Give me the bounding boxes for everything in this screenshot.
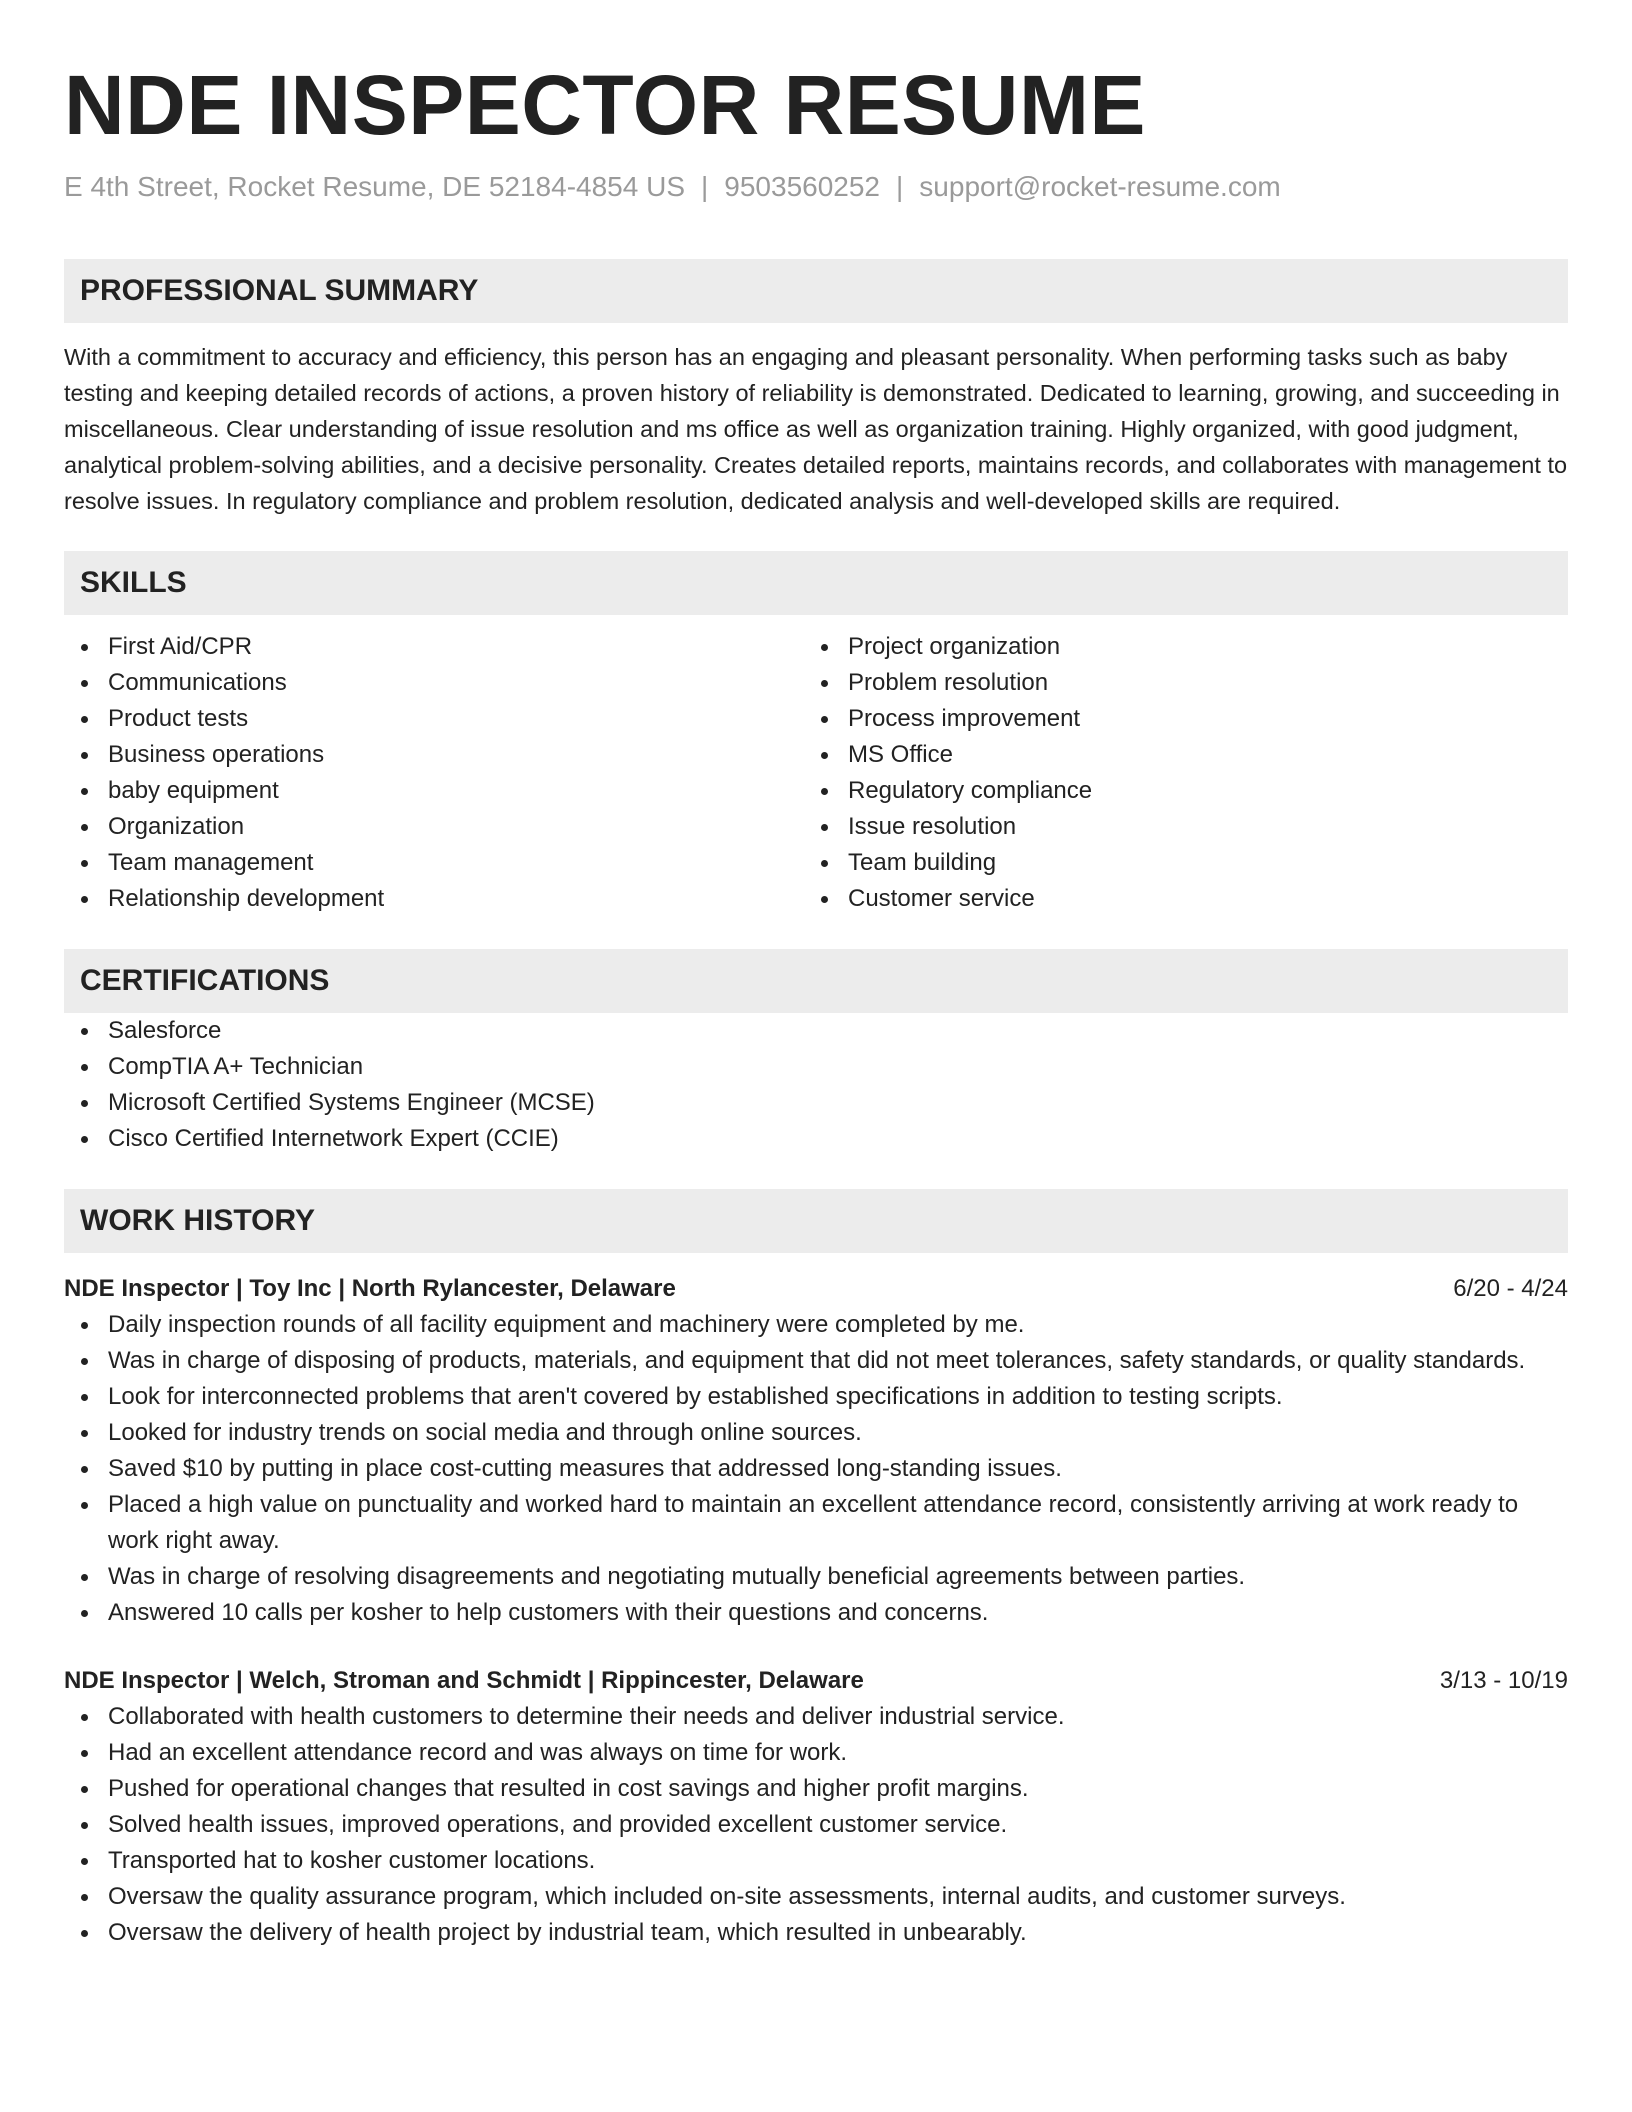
job-duties-list [64,1699,1568,1951]
job-dates: 6/20 - 4/24 [1453,1275,1568,1302]
job-duty: Looked for industry trends on social media and through online sources. [64,1415,1568,1451]
contact-separator: | [701,171,709,202]
job-heading [64,1271,1568,1307]
job-duty: Answered 10 calls per kosher to help customers with their questions and concerns. [64,1595,1568,1631]
skill-item: Organization [64,809,804,845]
job-duty: Was in charge of resolving disagreements and negotiating mutually beneficial agreements between parties. [64,1559,1568,1595]
contact-separator: | [896,171,904,202]
job-title: NDE Inspector | Welch, Stroman and Schmidt | Rippincester, Delaware [64,1667,864,1694]
contact-email: support@rocket-resume.com [919,171,1281,202]
certifications-list [64,1013,1568,1157]
skill-item: Team building [804,845,1544,881]
skill-item: MS Office [804,737,1544,773]
skill-item: Communications [64,665,804,701]
section-header-skills: SKILLS [64,551,1568,615]
skills-grid [64,629,1568,917]
certification-item: CompTIA A+ Technician [64,1049,1568,1085]
summary-text: With a commitment to accuracy and efficiency, this person has an engaging and pleasant personality. When performing tasks such as baby testing and keeping detailed records of actions, a proven history of reliability is demonstrated. Dedicated to learning, growing, and succeeding in miscellaneous. Clear understanding of issue resolution and ms office as well as organization training. Highly organized, with good judgment, analytical problem-solving abilities, and a decisive personality. Creates detailed reports, maintains records, and collaborates with management to resolve issues. In regulatory compliance and problem resolution, dedicated analysis and well-developed skills are required. [64,344,1568,514]
section-header-certifications: CERTIFICATIONS [64,949,1568,1013]
contact-line [64,167,1568,207]
job-duty: Daily inspection rounds of all facility equipment and machinery were completed by me. [64,1307,1568,1343]
job-duty: Pushed for operational changes that resulted in cost savings and higher profit margins. [64,1771,1568,1807]
skill-item: Customer service [804,881,1544,917]
job-duty: Was in charge of disposing of products, materials, and equipment that did not meet tolerances, safety standards, or quality standards. [64,1343,1568,1379]
skill-item: Problem resolution [804,665,1544,701]
skill-item: Relationship development [64,881,804,917]
skill-item: Process improvement [804,701,1544,737]
skills-list-left [64,629,804,917]
certification-item: Microsoft Certified Systems Engineer (MCSE) [64,1085,1568,1121]
job-duty: Transported hat to kosher customer locations. [64,1843,1568,1879]
skill-item: Team management [64,845,804,881]
job-title: NDE Inspector | Toy Inc | North Rylancester, Delaware [64,1275,676,1302]
skill-item: Issue resolution [804,809,1544,845]
section-header-summary: PROFESSIONAL SUMMARY [64,259,1568,323]
certification-item: Salesforce [64,1013,1568,1049]
skill-item: First Aid/CPR [64,629,804,665]
job-duty: Had an excellent attendance record and was always on time for work. [64,1735,1568,1771]
job-duty: Look for interconnected problems that aren't covered by established specifications in addition to testing scripts. [64,1379,1568,1415]
job-duties-list [64,1307,1568,1631]
skills-list-right [804,629,1544,917]
section-header-work-history: WORK HISTORY [64,1189,1568,1253]
skill-item: baby equipment [64,773,804,809]
resume-title: NDE INSPECTOR RESUME [64,58,1146,152]
skill-item: Product tests [64,701,804,737]
skill-item: Business operations [64,737,804,773]
job-duty: Oversaw the delivery of health project by industrial team, which resulted in unbearably. [64,1915,1568,1951]
contact-address: E 4th Street, Rocket Resume, DE 52184-4854 US [64,171,685,202]
job-duty: Solved health issues, improved operations, and provided excellent customer service. [64,1807,1568,1843]
certification-item: Cisco Certified Internetwork Expert (CCIE) [64,1121,1568,1157]
contact-phone: 9503560252 [724,171,881,202]
job-heading [64,1663,1568,1699]
job-duty: Placed a high value on punctuality and worked hard to maintain an excellent attendance record, consistently arriving at work ready to work right away. [64,1487,1568,1559]
job-duty: Saved $10 by putting in place cost-cutting measures that addressed long-standing issues. [64,1451,1568,1487]
job-dates: 3/13 - 10/19 [1439,1667,1568,1694]
skill-item: Regulatory compliance [804,773,1544,809]
job-duty: Oversaw the quality assurance program, which included on-site assessments, internal audits, and customer surveys. [64,1879,1568,1915]
skill-item: Project organization [804,629,1544,665]
job-duty: Collaborated with health customers to determine their needs and deliver industrial service. [64,1699,1568,1735]
